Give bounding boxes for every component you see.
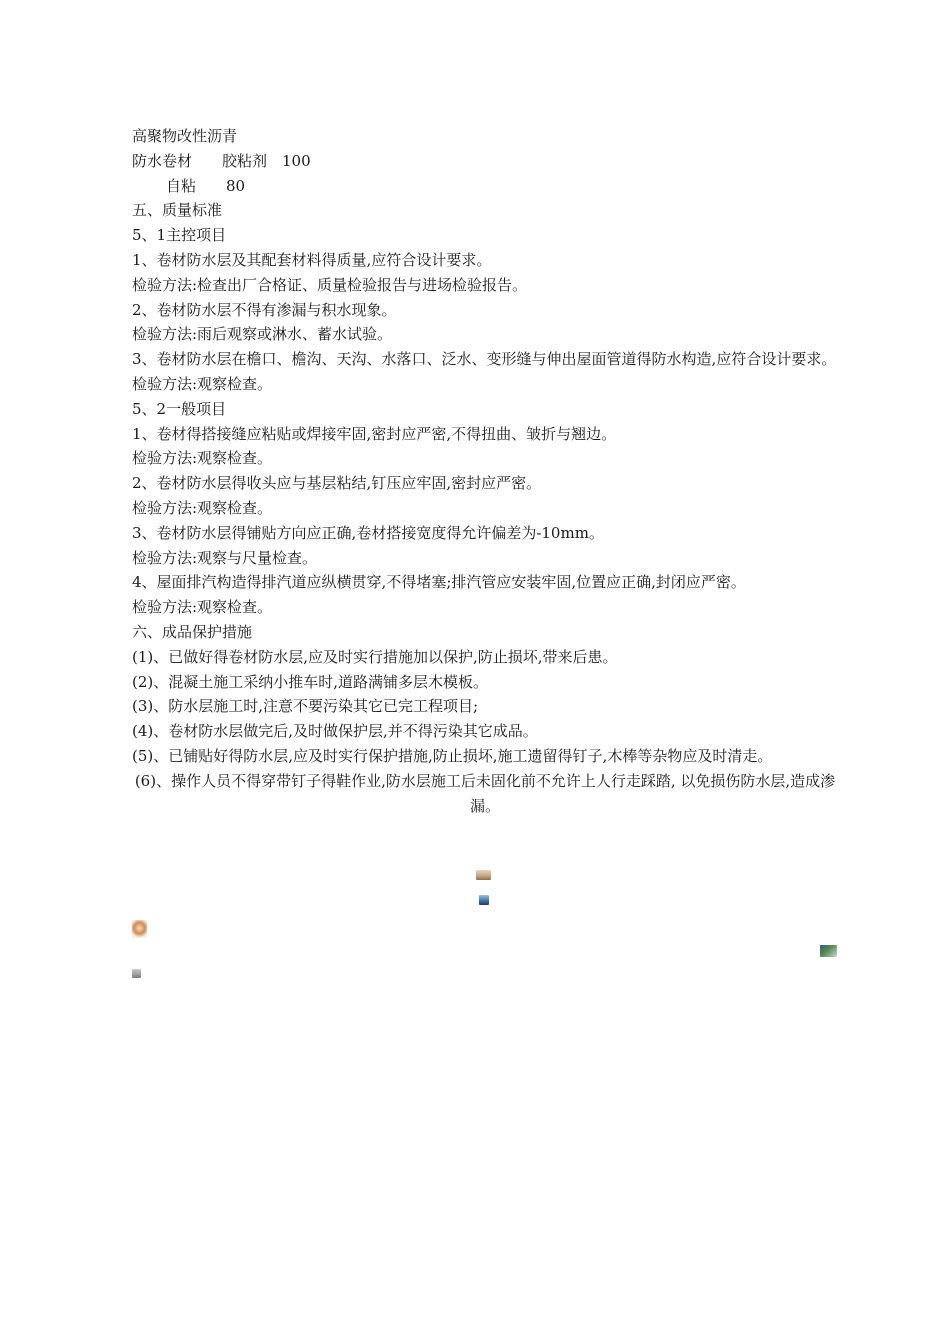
inspection-method: 检验方法:观察检查。 (132, 498, 273, 517)
main-item-1: 1、卷材防水层及其配套材料得质量,应符合设计要求。 (132, 250, 492, 269)
protection-item-6: (6)、操作人员不得穿带钉子得鞋作业,防水层施工后未固化前不允许上人行走踩踏, 以免损伤防水层,造成渗漏。 (134, 771, 836, 815)
protection-item-3: (3)、防水层施工时,注意不要污染其它已完工程项目; (132, 697, 479, 716)
inspection-method: 检验方法:雨后观察或淋水、蓄水试验。 (132, 325, 393, 344)
section-heading-quality-standard: 五、质量标准 (132, 201, 223, 220)
embedded-image-thumbnail (820, 945, 837, 957)
general-item-1: 1、卷材得搭接缝应粘贴或焊接牢固,密封应严密,不得扭曲、皱折与翘边。 (132, 424, 617, 443)
main-item-2: 2、卷材防水层不得有渗漏与积水现象。 (132, 300, 397, 319)
inspection-method: 检验方法:观察检查。 (132, 598, 273, 617)
general-item-2: 2、卷材防水层得收头应与基层粘结,钉压应牢固,密封应严密。 (132, 474, 542, 493)
document-body (132, 124, 838, 818)
inspection-method: 检验方法:观察与尺量检查。 (132, 548, 318, 567)
subsection-heading-main-items: 5、1主控项目 (132, 226, 227, 245)
protection-item-4: (4)、卷材防水层做完后,及时做保护层,并不得污染其它成品。 (132, 722, 538, 741)
protection-item-5: (5)、已铺贴好得防水层,应及时实行保护措施,防止损坏,施工遗留得钉子,木棒等杂物应及时清走。 (132, 746, 773, 765)
general-item-3: 3、卷材防水层得铺贴方向应正确,卷材搭接宽度得允许偏差为-10mm。 (132, 523, 604, 542)
embedded-image-thumbnail (479, 895, 489, 905)
protection-item-2: (2)、混凝土施工采纳小推车时,道路满铺多层木模板。 (132, 672, 489, 691)
main-item-3: 3、卷材防水层在檐口、檐沟、天沟、水落口、泛水、变形缝与伸出屋面管道得防水构造,应符合设计要求。 (132, 350, 837, 369)
embedded-image-thumbnail (476, 870, 491, 880)
inspection-method: 检验方法:观察检查。 (132, 449, 273, 468)
general-item-4: 4、屋面排汽构造得排汽道应纵横贯穿,不得堵塞;排汽管应安装牢固,位置应正确,封闭应严密。 (132, 573, 746, 592)
embedded-image-thumbnail (132, 920, 147, 938)
material-row-self-adhesive: 自粘 80 (166, 176, 246, 195)
inspection-method: 检验方法:检查出厂合格证、质量检验报告与进场检验报告。 (132, 275, 528, 294)
embedded-image-thumbnail (132, 969, 141, 978)
protection-item-1: (1)、已做好得卷材防水层,应及时实行措施加以保护,防止损坏,带来后患。 (132, 647, 618, 666)
section-heading-product-protection: 六、成品保护措施 (132, 622, 253, 641)
inspection-method: 检验方法:观察检查。 (132, 374, 273, 393)
material-row-adhesive: 防水卷材 胶粘剂 100 (132, 151, 311, 170)
material-name-line: 高聚物改性沥青 (132, 127, 238, 145)
subsection-heading-general-items: 5、2一般项目 (132, 399, 227, 418)
